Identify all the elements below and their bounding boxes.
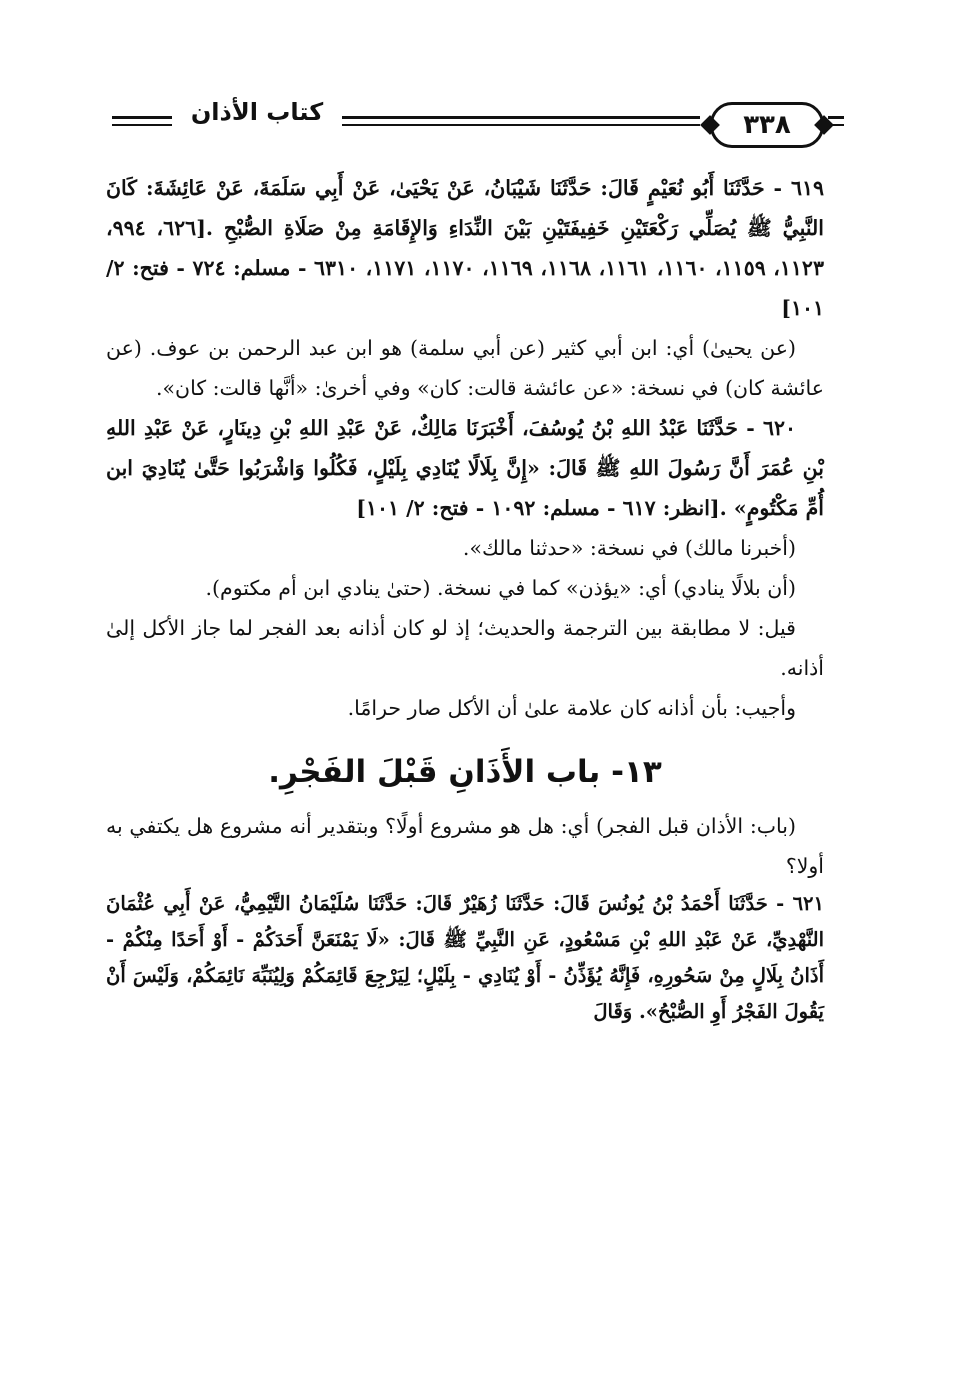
header-rule-left <box>112 116 172 119</box>
hadith-620: ٦٢٠ - حَدَّثَنَا عَبْدُ اللهِ بْنُ يُوسُفَ، أَخْبَرَنَا مَالِكٌ، عَنْ عَبْدِ اللهِ بْنِ دِينَارٍ، عَنْ عَبْدِ اللهِ بْنِ عُمَرَ أَنَّ رَسُولَ اللهِ ﷺ قَالَ: «إِنَّ بِلَالًا يُنَادِي بِلَيْلٍ، فَكُلُوا وَاشْرَبُوا حَتَّىٰ يُنَادِيَ ابن أُمِّ مَكْتُومٍ» .[انظر: ٦١٧ - مسلم: ١٠٩٢ - فتح: ٢/ ١٠١] <box>106 416 824 520</box>
commentary-620-a: (أخبرنا مالك) في نسخة: «حدثنا مالك». <box>462 536 796 560</box>
hadith-621: ٦٢١ - حَدَّثَنَا أَحْمَدُ بْنُ يُونُسَ قَالَ: حَدَّثَنَا زُهَيْرٌ قَالَ: حَدَّثَنَا سُلَيْمَانُ التَّيْمِيُّ، عَنْ أَبِي عُثْمَانَ النَّهْدِيِّ، عَنْ عَبْدِ اللهِ بْنِ مَسْعُودٍ، عَنِ النَّبِيِّ ﷺ قَالَ: «لَا يَمْنَعَنَّ أَحَدَكُمْ - أَوْ أَحَدًا مِنْكُمْ - أَذَانُ بِلَالٍ مِنْ سَحُورِهِ، فَإِنَّهُ يُؤَذِّنُ - أَوْ يُنَادِي - بِلَيْلٍ؛ لِيَرْجِعَ قَائِمَكُمْ وَلِيُنَبِّهَ نَائِمَكُمْ، وَلَيْسَ أَنْ يَقُولَ الفَجْرُ أَوِ الصُّبْحُ». وَقَالَ <box>106 892 824 1023</box>
commentary-620-c: قيل: لا مطابقة بين الترجمة والحديث؛ إذ لو كان أذانه بعد الفجر لما جاز الأكل إلىٰ أذانه. <box>106 616 824 680</box>
page-body <box>106 168 824 1030</box>
header-rule-right <box>828 116 844 119</box>
commentary-619-a: (عن يحيىٰ) أي: ابن أبي كثير (عن أبي سلمة) هو ابن عبد الرحمن بن عوف. (عن عائشة كان) في نسخة: «عن عائشة قالت: كان» وفي أخرىٰ: «أنَّها قالت: كان». <box>106 336 824 400</box>
page-number-badge <box>710 102 824 148</box>
commentary-620-b: (أن بلالًا ينادي) أي: «يؤذن» كما في نسخة. (حتىٰ ينادي ابن أم مكتوم). <box>205 576 796 600</box>
commentary-section-13: (باب: الأذان قبل الفجر) أي: هل هو مشروع أولًا؟ وبتقدير أنه مشروع هل يكتفي به أولا؟ <box>106 814 824 878</box>
header-rule-middle <box>342 116 700 119</box>
commentary-620-d: وأجيب: بأن أذانه كان علامة علىٰ أن الأكل صار حرامًا. <box>347 696 796 720</box>
header-rule-left-lower <box>112 124 172 126</box>
page-number: ٣٣٨ <box>743 110 791 140</box>
page-header <box>110 96 830 152</box>
section-heading: ١٣- باب الأَذَانِ قَبْلَ الفَجْرِ. <box>268 754 662 790</box>
hadith-619: ٦١٩ - حَدَّثَنَا أَبُو نُعَيْمٍ قَالَ: حَدَّثَنَا شَيْبَانُ، عَنْ يَحْيَىٰ، عَنْ أَبِي سَلَمَةَ، عَنْ عَائِشَةَ: كَانَ النَّبِيُّ ﷺ يُصَلِّي رَكْعَتَيْنِ خَفِيفَتَيْنِ بَيْنَ النِّدَاءِ وَالإِقَامَةِ مِنْ صَلَاةِ الصُّبْحِ .[٦٢٦، ٩٩٤، ١١٢٣، ١١٥٩، ١١٦٠، ١١٦١، ١١٦٨، ١١٦٩، ١١٧٠، ١١٧١، ٦٣١٠ - مسلم: ٧٢٤ - فتح: ٢/ ١٠١] <box>106 176 825 320</box>
header-rule-middle-lower <box>342 124 700 126</box>
running-title: كتاب الأذان <box>190 98 324 126</box>
